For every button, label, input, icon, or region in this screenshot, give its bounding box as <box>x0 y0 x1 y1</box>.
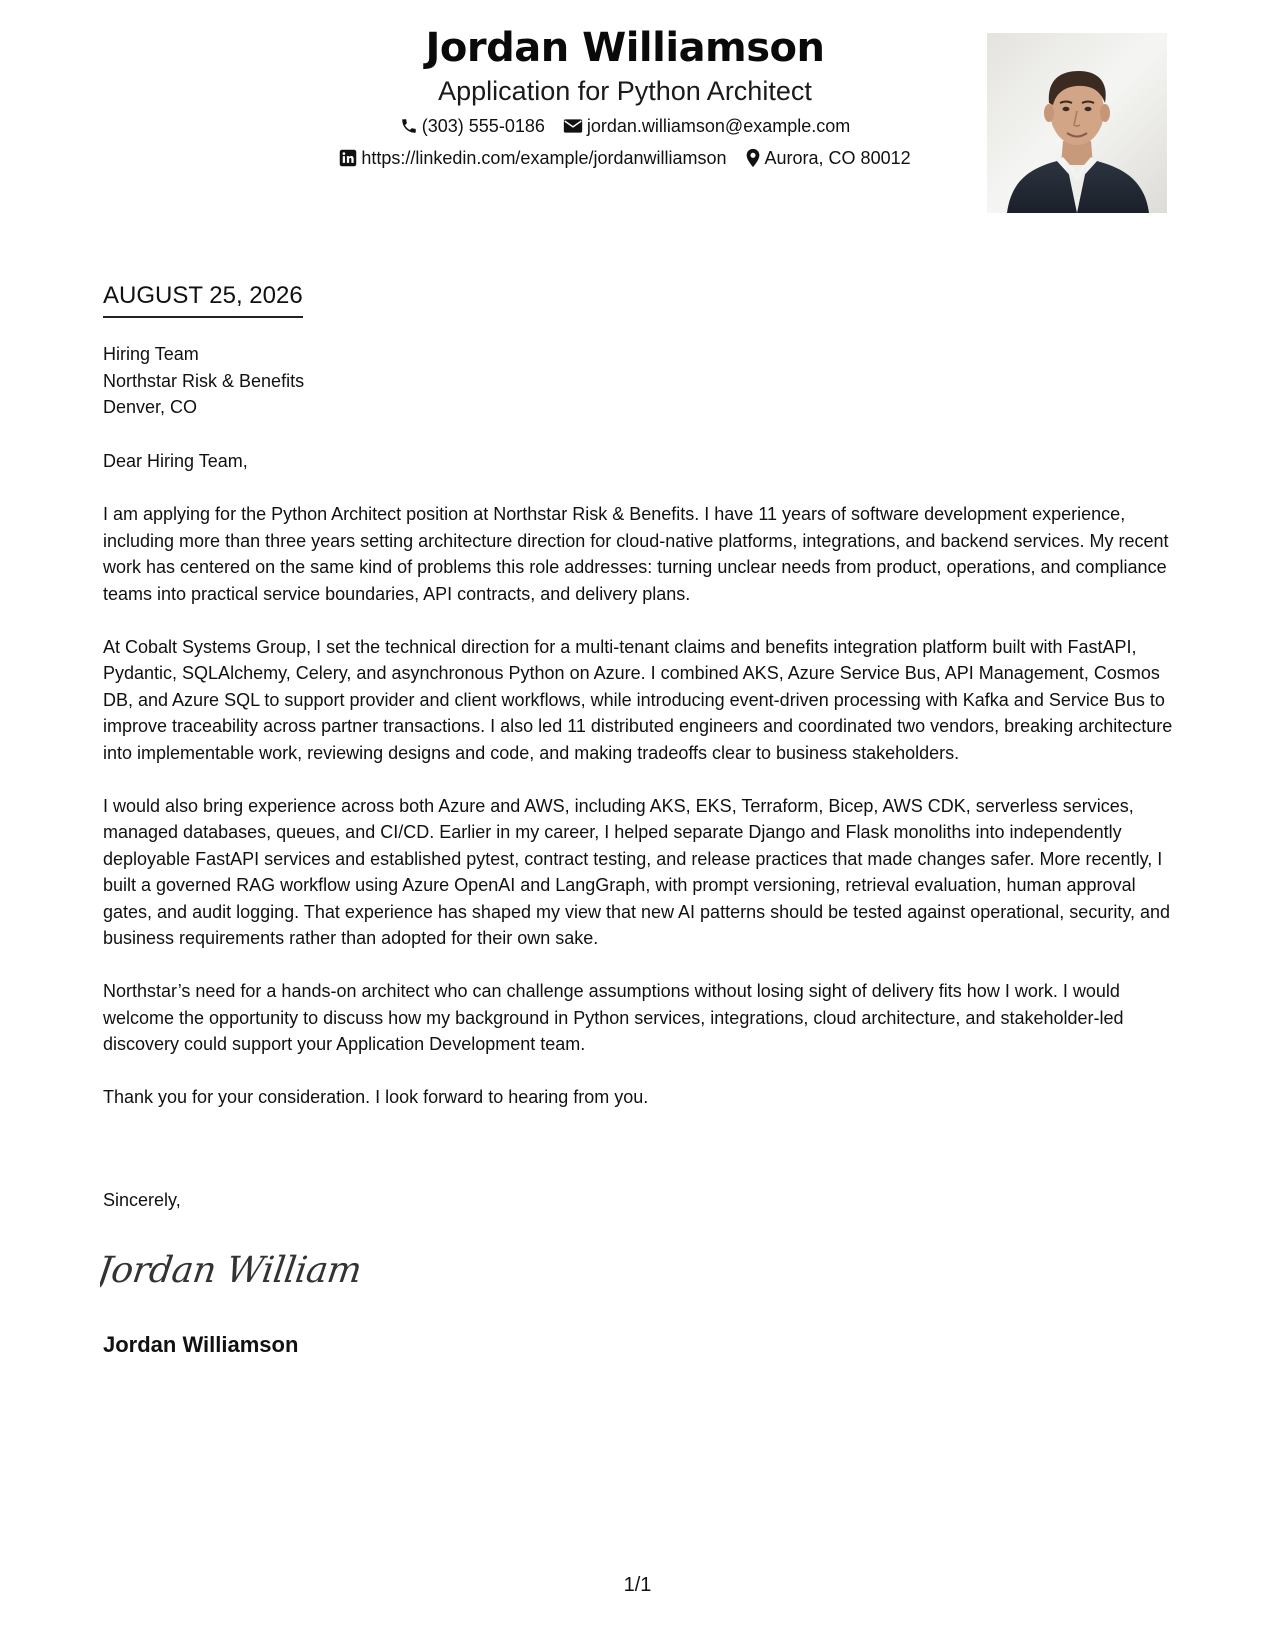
linkedin-url: https://linkedin.com/example/jordanwilliamson <box>361 148 727 168</box>
contact-location <box>745 145 911 171</box>
letter-date: AUGUST 25, 2026 <box>103 280 303 318</box>
application-title: Application for Python Architect <box>438 76 812 106</box>
map-pin-icon <box>745 148 761 168</box>
body-paragraph: Thank you for your consideration. I look forward to hearing from you. <box>103 1087 649 1107</box>
salutation: Dear Hiring Team, <box>103 451 248 471</box>
closing-phrase: Sincerely, <box>103 1190 181 1210</box>
location-text: Aurora, CO 80012 <box>764 148 911 168</box>
profile-photo <box>987 33 1167 213</box>
phone-number: (303) 555-0186 <box>421 116 545 136</box>
body-paragraph: Northstar’s need for a hands-on architect who can challenge assumptions without losing sight of delivery fits how I work. I would welcome the opportunity to discuss how my background in Python services, integrations, cloud architecture, and stakeholder-led discovery could support your Application Development team. <box>103 981 1124 1054</box>
contact-email[interactable] <box>563 113 850 139</box>
page-number: 1/1 <box>623 1574 652 1596</box>
signer-name: Jordan Williamson <box>103 1332 299 1357</box>
envelope-icon <box>563 118 583 134</box>
contact-linkedin[interactable] <box>339 145 726 171</box>
body-paragraph: I would also bring experience across both Azure and AWS, including AKS, EKS, Terraform, Bicep, AWS CDK, serverless services, managed databases, queues, and CI/CD. Earlier in my career, I helped separate Django and Flask monoliths into independently deployable FastAPI services and established pytest, contract testing, and release practices that made changes safer. More recently, I built a governed RAG workflow using Azure OpenAI and LangGraph, with prompt versioning, retrieval evaluation, human approval gates, and audit logging. That experience has shaped my view that new AI patterns should be tested against operational, security, and business requirements rather than adopted for their own sake. <box>103 795 1171 948</box>
recipient-address <box>103 341 304 421</box>
phone-icon <box>400 117 418 135</box>
letter-header <box>0 0 1275 230</box>
handwritten-signature <box>100 1240 360 1305</box>
body-paragraph: At Cobalt Systems Group, I set the technical direction for a multi-tenant claims and benefits integration platform built with FastAPI, Pydantic, SQLAlchemy, Celery, and asynchronous Python on Azure. I combined AKS, Azure Service Bus, API Management, Cosmos DB, and Azure SQL to support provider and client workflows, while introducing event-driven processing with Kafka and Service Bus to improve traceability across partner transactions. I also led 11 distributed engineers and coordinated two vendors, breaking architecture into implementable work, reviewing designs and code, and making tradeoffs clear to business stakeholders. <box>103 636 1173 763</box>
applicant-name: Jordan Williamson <box>425 25 825 71</box>
recipient-company: Northstar Risk & Benefits <box>103 370 305 391</box>
svg-text:Jordan Williams: Jordan Williams <box>100 1248 360 1291</box>
email-address: jordan.williamson@example.com <box>586 116 851 136</box>
contact-phone[interactable] <box>400 113 545 139</box>
recipient-city: Denver, CO <box>103 397 198 417</box>
linkedin-icon <box>339 149 357 167</box>
body-paragraph: I am applying for the Python Architect position at Northstar Risk & Benefits. I have 11 years of software development experience, including more than three years setting architecture direction for cloud-native platforms, integrations, and backend services. My recent work has centered on the same kind of problems this role addresses: turning unclear needs from product, operations, and compliance teams into practical service boundaries, API contracts, and delivery plans. <box>103 504 1169 604</box>
recipient-line: Hiring Team <box>103 344 199 364</box>
letter-body <box>103 448 1183 1137</box>
